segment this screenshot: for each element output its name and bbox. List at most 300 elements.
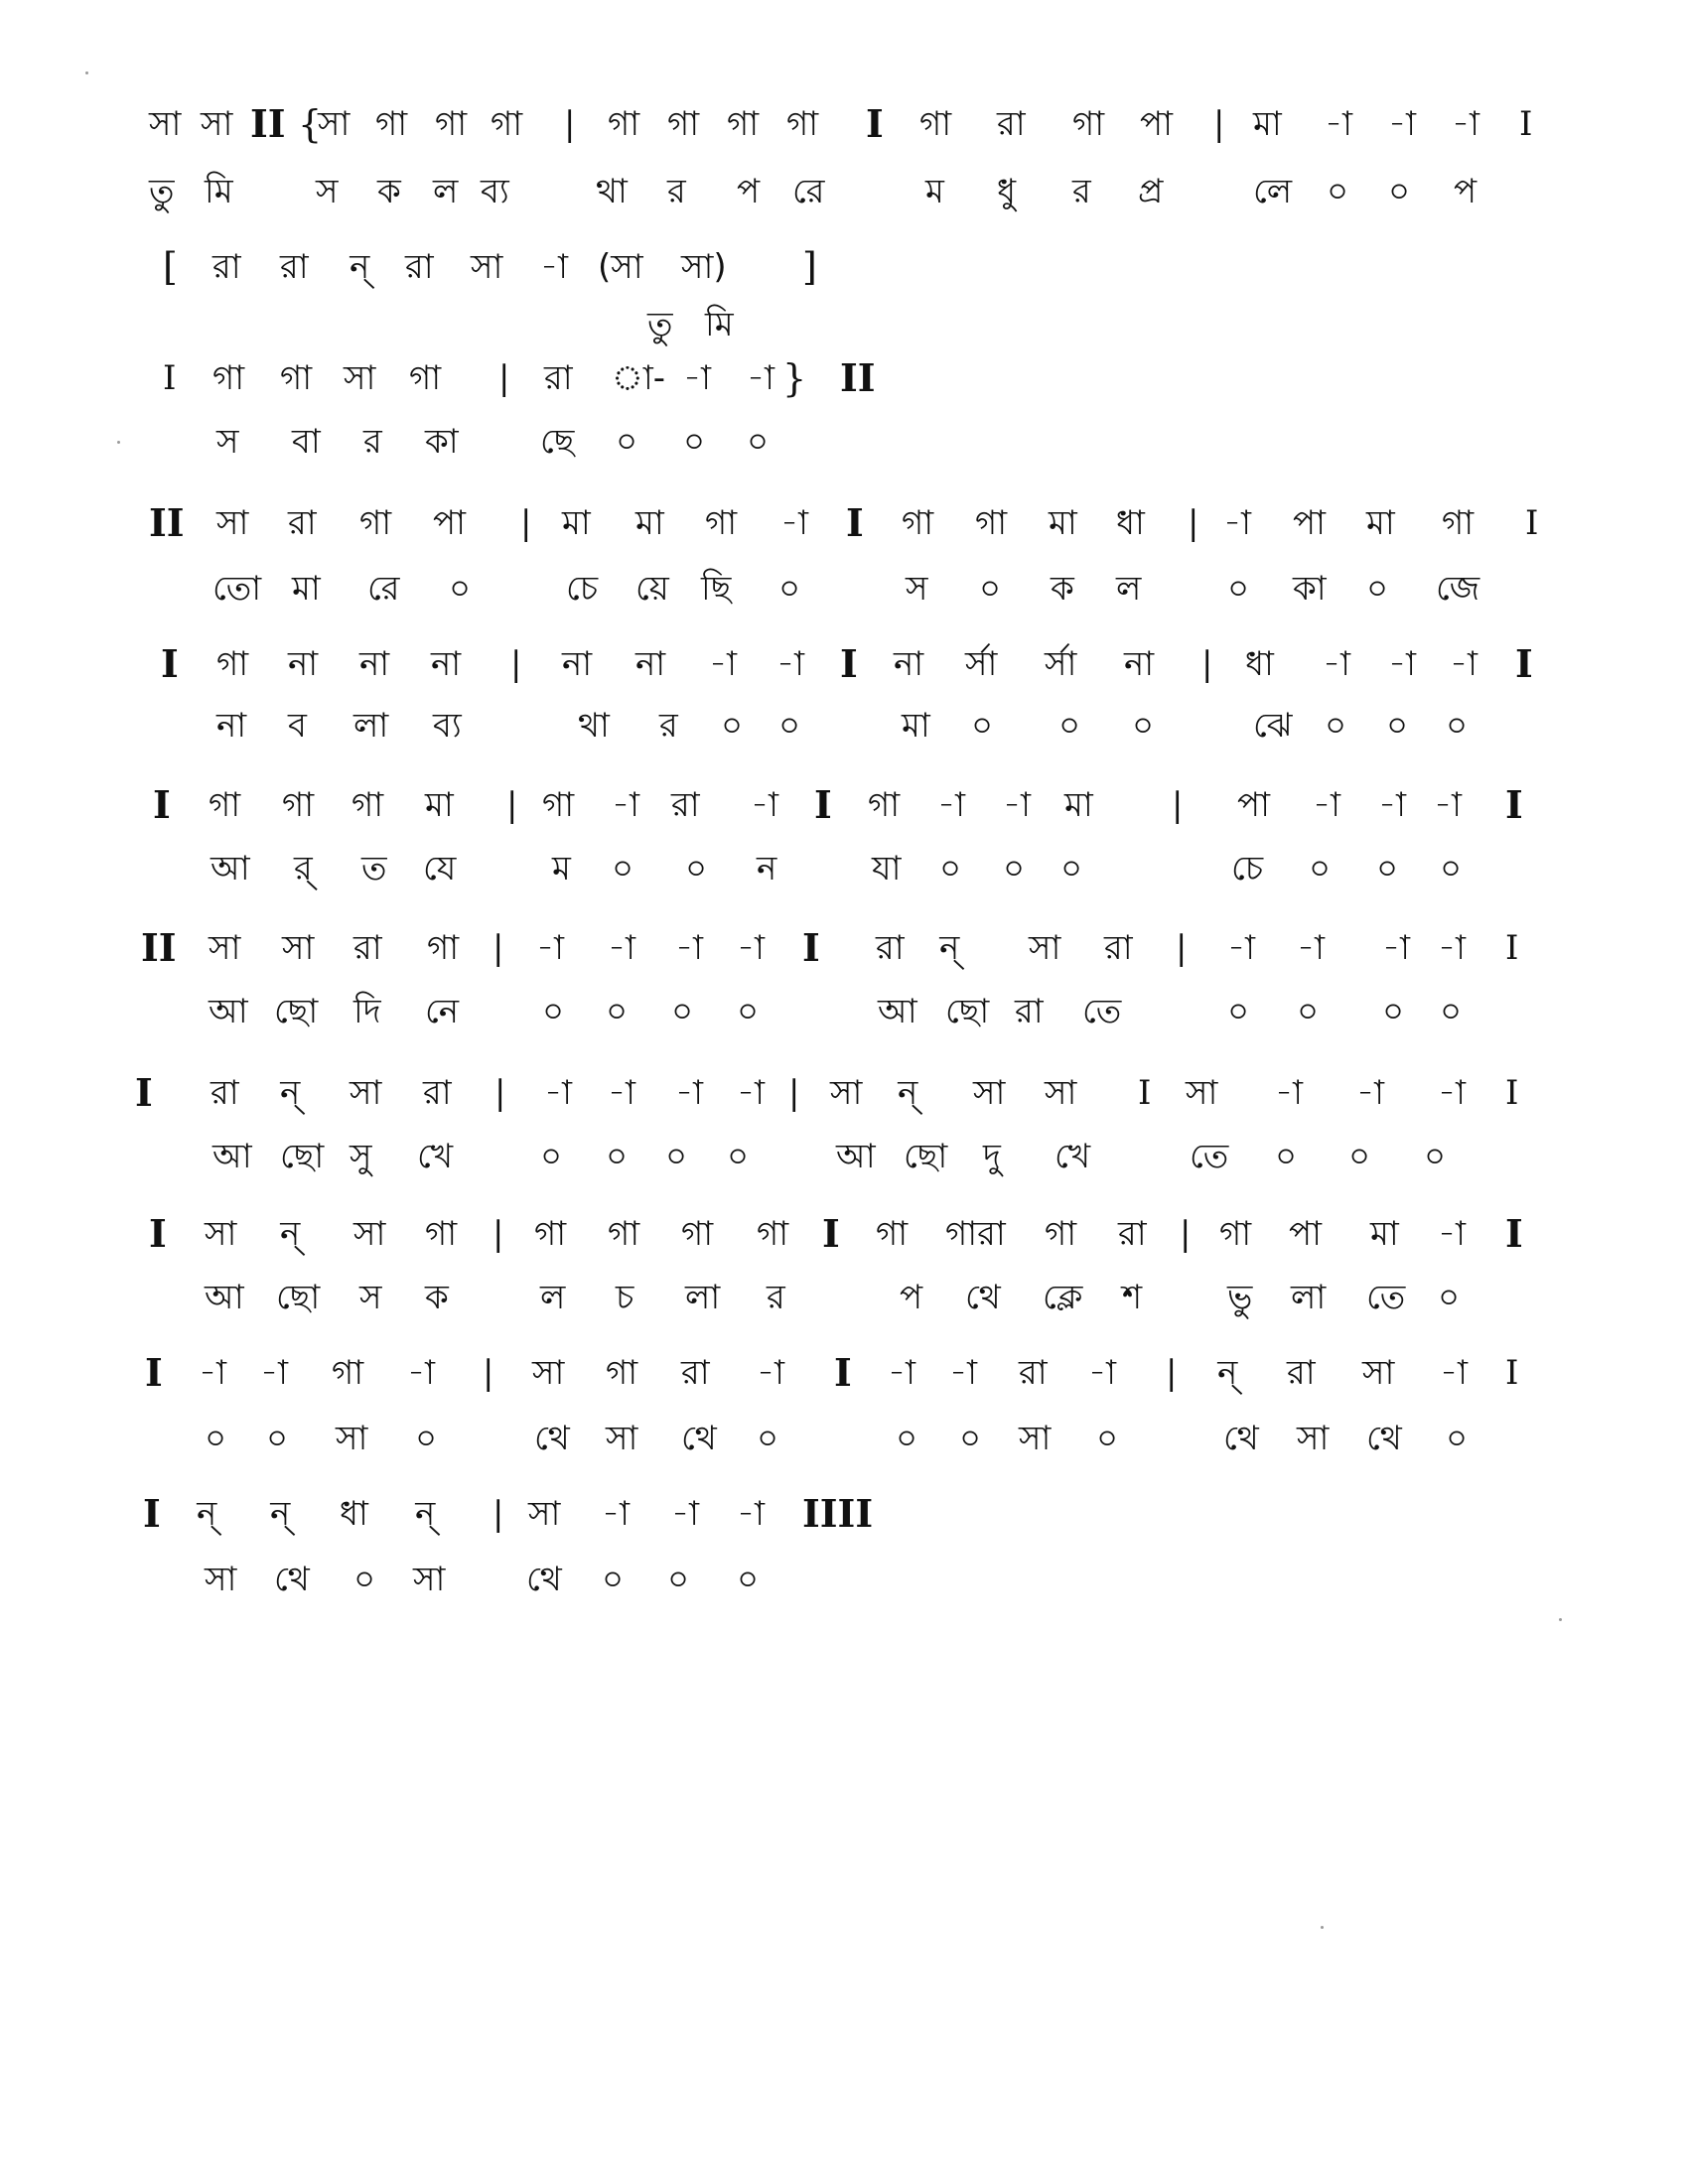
note: গা bbox=[352, 785, 384, 825]
note: -া bbox=[675, 928, 703, 968]
note: রা bbox=[211, 1073, 239, 1113]
syllable: মা bbox=[292, 569, 321, 609]
note: মা bbox=[1064, 785, 1093, 825]
syllable: মা bbox=[902, 706, 930, 746]
syllable: ০ bbox=[1227, 992, 1250, 1031]
note: রা bbox=[876, 928, 905, 968]
syllable: সা bbox=[413, 1560, 446, 1599]
syllable: ছে bbox=[540, 422, 575, 462]
measure-bar: I bbox=[802, 925, 820, 970]
note: গা bbox=[876, 1214, 909, 1254]
scan-speck bbox=[117, 441, 120, 444]
measure-bar: I bbox=[1505, 928, 1519, 968]
note: গা bbox=[282, 785, 315, 825]
note: -া bbox=[1227, 928, 1255, 968]
syllable: ০ bbox=[1327, 172, 1349, 211]
scan-speck bbox=[1559, 1618, 1562, 1621]
syllable: ছো bbox=[280, 1137, 325, 1176]
syllable: কা bbox=[1293, 569, 1327, 609]
note: রা bbox=[1287, 1353, 1316, 1393]
note: সা bbox=[344, 358, 376, 398]
note: -া bbox=[540, 247, 568, 287]
note: ন্ bbox=[350, 247, 370, 287]
syllable: ০ bbox=[896, 1419, 918, 1458]
note: গা bbox=[608, 104, 640, 144]
beat-bar: | bbox=[1172, 785, 1184, 825]
note: রা bbox=[405, 247, 434, 287]
note: না bbox=[1124, 644, 1155, 684]
beat-bar: | bbox=[1213, 104, 1225, 144]
measure-bar: I bbox=[814, 782, 832, 827]
note: গা bbox=[409, 358, 442, 398]
note: গা bbox=[727, 104, 760, 144]
beat-bar: | bbox=[494, 1073, 506, 1113]
note: সা bbox=[830, 1073, 863, 1113]
measure-bar: I bbox=[149, 1211, 167, 1256]
note: না bbox=[635, 644, 666, 684]
syllable: ০ bbox=[602, 1560, 625, 1599]
syllable: স bbox=[216, 422, 239, 462]
syllable: স bbox=[316, 172, 339, 211]
note: -া bbox=[1452, 104, 1479, 144]
note: রা bbox=[671, 785, 700, 825]
note: -া bbox=[1323, 644, 1350, 684]
syllable: থা bbox=[596, 172, 628, 211]
note: গা bbox=[868, 785, 901, 825]
note: গা bbox=[919, 104, 952, 144]
note: মা bbox=[562, 503, 591, 543]
note: -া bbox=[1088, 1353, 1116, 1393]
syllable: তু bbox=[149, 172, 175, 211]
note: সা bbox=[1186, 1073, 1218, 1113]
note: -া bbox=[751, 785, 778, 825]
note: গা bbox=[1045, 1214, 1077, 1254]
note: গা bbox=[1219, 1214, 1252, 1254]
syllable: আ bbox=[211, 849, 250, 888]
syllable: খে bbox=[417, 1137, 454, 1176]
note: গা bbox=[209, 785, 241, 825]
note: গা bbox=[667, 104, 700, 144]
syllable: মি bbox=[705, 305, 734, 344]
beat-bar: | bbox=[1176, 928, 1188, 968]
final-bar: IIII bbox=[802, 1491, 874, 1536]
syllable: রা bbox=[1015, 992, 1044, 1031]
note: -া bbox=[1275, 1073, 1303, 1113]
note: -া bbox=[747, 358, 774, 398]
note: ন্ bbox=[939, 928, 960, 968]
note: পা bbox=[433, 503, 466, 543]
syllable: ০ bbox=[205, 1419, 227, 1458]
syllable: য়ে bbox=[635, 569, 669, 609]
syllable: সা bbox=[1297, 1419, 1330, 1458]
syllable: ক bbox=[425, 1278, 449, 1317]
note: -া bbox=[536, 928, 564, 968]
syllable: ০ bbox=[449, 569, 472, 609]
note: রা bbox=[280, 247, 309, 287]
note: সা bbox=[282, 928, 315, 968]
note: সা) bbox=[681, 247, 727, 287]
syllable: ০ bbox=[1275, 1137, 1298, 1176]
note: সা bbox=[1045, 1073, 1077, 1113]
note: -া bbox=[544, 1073, 572, 1113]
note: গা bbox=[427, 928, 460, 968]
syllable: ০ bbox=[606, 992, 629, 1031]
note: সা bbox=[528, 1494, 561, 1534]
syllable: ০ bbox=[540, 1137, 563, 1176]
note: সা bbox=[201, 104, 233, 144]
note: -া bbox=[260, 1353, 288, 1393]
syllable: থে bbox=[965, 1278, 1001, 1317]
measure-bar: I bbox=[866, 101, 884, 146]
note: -া bbox=[1434, 785, 1462, 825]
syllable: ০ bbox=[1388, 172, 1411, 211]
note: গা bbox=[332, 1353, 364, 1393]
syllable: ম bbox=[925, 172, 944, 211]
syllable: ০ bbox=[1376, 849, 1399, 888]
syllable: ০ bbox=[415, 1419, 438, 1458]
syllable: ছো bbox=[945, 992, 990, 1031]
syllable: ত bbox=[361, 849, 387, 888]
syllable: থে bbox=[526, 1560, 562, 1599]
measure-bar: I bbox=[153, 782, 171, 827]
note: -া bbox=[949, 1353, 977, 1393]
note: সা bbox=[205, 1214, 237, 1254]
syllable: র bbox=[667, 172, 686, 211]
beat-bar: | bbox=[506, 785, 518, 825]
note: -া bbox=[612, 785, 639, 825]
measure-bar: I bbox=[1515, 641, 1533, 686]
syllable: আ bbox=[205, 1278, 244, 1317]
syllable: আ bbox=[212, 1137, 252, 1176]
note: -া bbox=[1223, 503, 1251, 543]
syllable: থে bbox=[534, 1419, 570, 1458]
beat-bar: | bbox=[492, 928, 504, 968]
note: সা bbox=[216, 503, 249, 543]
syllable: ০ bbox=[778, 706, 801, 746]
syllable: লা bbox=[1291, 1278, 1327, 1317]
syllable: ০ bbox=[1440, 992, 1463, 1031]
repeat-bar: II bbox=[141, 925, 177, 970]
bracket: ] bbox=[802, 245, 817, 289]
syllable: ছো bbox=[904, 1137, 948, 1176]
syllable: থে bbox=[1366, 1419, 1402, 1458]
note: না bbox=[288, 644, 319, 684]
note: গা bbox=[705, 503, 738, 543]
measure-bar: I bbox=[145, 1350, 163, 1395]
note: -া bbox=[737, 928, 765, 968]
brace: { bbox=[298, 102, 323, 146]
note: -া bbox=[1438, 928, 1466, 968]
syllable: ০ bbox=[1438, 1278, 1461, 1317]
measure-bar: I bbox=[143, 1491, 161, 1536]
beat-bar: | bbox=[492, 1494, 504, 1534]
note: সা bbox=[1029, 928, 1061, 968]
note: গা bbox=[1442, 503, 1475, 543]
note: রা bbox=[1118, 1214, 1147, 1254]
syllable: সু bbox=[350, 1137, 372, 1176]
note: মা bbox=[635, 503, 664, 543]
syllable: ০ bbox=[612, 849, 634, 888]
measure-bar: I bbox=[1505, 782, 1523, 827]
note: পা bbox=[1289, 1214, 1322, 1254]
note: রা bbox=[997, 104, 1026, 144]
note: গা bbox=[491, 104, 523, 144]
note: গা bbox=[435, 104, 468, 144]
note: রা bbox=[1019, 1353, 1048, 1393]
note: -া bbox=[1388, 644, 1416, 684]
syllable: ০ bbox=[1096, 1419, 1119, 1458]
syllable: ব্য bbox=[433, 706, 462, 746]
syllable: তু bbox=[647, 305, 673, 344]
syllable: চে bbox=[1231, 849, 1264, 888]
note: -া bbox=[1450, 644, 1477, 684]
syllable: লা bbox=[685, 1278, 721, 1317]
syllable: ০ bbox=[616, 422, 638, 462]
syllable: ব bbox=[288, 706, 307, 746]
syllable: স bbox=[359, 1278, 382, 1317]
syllable: ব্য bbox=[481, 172, 509, 211]
syllable: আ bbox=[209, 992, 248, 1031]
note: গা bbox=[542, 785, 575, 825]
note: -া bbox=[776, 644, 804, 684]
note: -া bbox=[407, 1353, 435, 1393]
syllable: ০ bbox=[727, 1137, 750, 1176]
note: -া bbox=[608, 928, 635, 968]
syllable: স bbox=[906, 569, 928, 609]
note: গা bbox=[608, 1214, 640, 1254]
beat-bar: | bbox=[564, 104, 576, 144]
note: মা bbox=[1366, 503, 1395, 543]
note: গা bbox=[757, 1214, 789, 1254]
note: মা bbox=[1049, 503, 1077, 543]
note: গা bbox=[902, 503, 934, 543]
note: গা bbox=[1072, 104, 1105, 144]
note: ন্ bbox=[280, 1073, 301, 1113]
note: রা bbox=[681, 1353, 710, 1393]
note: গা bbox=[212, 358, 245, 398]
syllable: থে bbox=[1223, 1419, 1259, 1458]
syllable: ছি bbox=[701, 569, 732, 609]
note: -া bbox=[602, 1494, 630, 1534]
syllable: সা bbox=[336, 1419, 368, 1458]
note: -া bbox=[888, 1353, 915, 1393]
note: -া bbox=[671, 1494, 699, 1534]
scan-speck bbox=[85, 71, 88, 74]
syllable: ০ bbox=[1386, 706, 1409, 746]
note: রা bbox=[1104, 928, 1133, 968]
beat-bar: | bbox=[510, 644, 522, 684]
syllable: বা bbox=[292, 422, 321, 462]
note: সা bbox=[318, 104, 351, 144]
note: -া bbox=[780, 503, 808, 543]
syllable: প bbox=[737, 172, 761, 211]
measure-bar: I bbox=[135, 1070, 153, 1115]
syllable: সা bbox=[1019, 1419, 1052, 1458]
note: ন্ bbox=[280, 1214, 301, 1254]
measure-bar: I bbox=[1525, 503, 1539, 543]
syllable: লা bbox=[353, 706, 389, 746]
note: গা bbox=[975, 503, 1008, 543]
measure-bar: I bbox=[822, 1211, 840, 1256]
syllable: রে bbox=[792, 172, 825, 211]
syllable: ০ bbox=[737, 1560, 760, 1599]
note: -া bbox=[1313, 785, 1340, 825]
note: গারা bbox=[945, 1214, 1006, 1254]
syllable: মি bbox=[205, 172, 233, 211]
note: ধা bbox=[1116, 503, 1145, 543]
syllable: ম bbox=[552, 849, 571, 888]
note: পা bbox=[1293, 503, 1326, 543]
beat-bar: | bbox=[1180, 1214, 1192, 1254]
note: সা bbox=[209, 928, 241, 968]
syllable: সা bbox=[606, 1419, 638, 1458]
measure-bar: I bbox=[1505, 1211, 1523, 1256]
note: না bbox=[562, 644, 593, 684]
syllable: ০ bbox=[353, 1560, 376, 1599]
note: সা bbox=[532, 1353, 565, 1393]
scan-speck bbox=[1321, 1926, 1324, 1929]
syllable: র bbox=[659, 706, 678, 746]
syllable: ০ bbox=[939, 849, 962, 888]
note: রা bbox=[353, 928, 382, 968]
note: -া bbox=[1378, 785, 1406, 825]
syllable: আ bbox=[836, 1137, 876, 1176]
repeat-bar: II bbox=[250, 101, 286, 146]
beat-bar: | bbox=[1201, 644, 1213, 684]
beat-bar: | bbox=[788, 1073, 800, 1113]
note: -া bbox=[675, 1073, 703, 1113]
note: গা bbox=[280, 358, 313, 398]
note: মা bbox=[1253, 104, 1282, 144]
note: গা bbox=[216, 644, 249, 684]
note: পা bbox=[1140, 104, 1173, 144]
syllable: ন bbox=[757, 849, 777, 888]
note: রা bbox=[212, 247, 241, 287]
note: সা bbox=[973, 1073, 1006, 1113]
syllable: তে bbox=[1190, 1137, 1229, 1176]
syllable: ০ bbox=[1440, 849, 1463, 888]
syllable: নে bbox=[425, 992, 460, 1031]
syllable: প bbox=[1454, 172, 1477, 211]
syllable: কা bbox=[425, 422, 459, 462]
syllable: প bbox=[900, 1278, 923, 1317]
syllable: ০ bbox=[959, 1419, 982, 1458]
syllable: না bbox=[216, 706, 247, 746]
note: -া bbox=[757, 1353, 784, 1393]
note: -া bbox=[1438, 1214, 1466, 1254]
beat-bar: | bbox=[498, 358, 510, 398]
note: সা bbox=[353, 1214, 386, 1254]
syllable: ০ bbox=[737, 992, 760, 1031]
note: -া bbox=[737, 1073, 765, 1113]
syllable: শ bbox=[1122, 1278, 1143, 1317]
note: -া bbox=[737, 1494, 765, 1534]
note: গা bbox=[606, 1353, 638, 1393]
syllable: থে bbox=[274, 1560, 310, 1599]
syllable: দি bbox=[353, 992, 381, 1031]
note: -া bbox=[1382, 928, 1410, 968]
beat-bar: | bbox=[1166, 1353, 1178, 1393]
syllable: ধু bbox=[997, 172, 1017, 211]
note: না bbox=[894, 644, 924, 684]
beat-bar: | bbox=[520, 503, 532, 543]
syllable: ছো bbox=[276, 1278, 321, 1317]
note: রা bbox=[423, 1073, 452, 1113]
syllable: ছো bbox=[274, 992, 319, 1031]
syllable: তো bbox=[212, 569, 262, 609]
syllable: ০ bbox=[1382, 992, 1405, 1031]
note: গা bbox=[359, 503, 392, 543]
note: (সা bbox=[598, 247, 643, 287]
measure-bar: I bbox=[163, 358, 177, 398]
syllable: লে bbox=[1253, 172, 1293, 211]
syllable: র্ bbox=[294, 849, 313, 888]
syllable: ঝে bbox=[1253, 706, 1293, 746]
measure-bar: I bbox=[1138, 1073, 1152, 1113]
syllable: ০ bbox=[1309, 849, 1332, 888]
note: গা bbox=[681, 1214, 714, 1254]
note: -া bbox=[937, 785, 965, 825]
syllable: ০ bbox=[1424, 1137, 1447, 1176]
note: া- bbox=[612, 358, 665, 398]
measure-bar: I bbox=[834, 1350, 852, 1395]
syllable: ০ bbox=[1325, 706, 1347, 746]
syllable: ০ bbox=[747, 422, 770, 462]
syllable: ০ bbox=[266, 1419, 289, 1458]
note: গা bbox=[375, 104, 408, 144]
note: -া bbox=[1356, 1073, 1384, 1113]
note: -া bbox=[608, 1073, 635, 1113]
syllable: ০ bbox=[1446, 1419, 1469, 1458]
measure-bar: I bbox=[846, 500, 864, 545]
syllable: তে bbox=[1082, 992, 1122, 1031]
note: -া bbox=[199, 1353, 226, 1393]
syllable: ০ bbox=[685, 849, 708, 888]
syllable: ০ bbox=[1446, 706, 1469, 746]
syllable: চ bbox=[616, 1278, 634, 1317]
syllable: ০ bbox=[1003, 849, 1026, 888]
note: গা bbox=[534, 1214, 567, 1254]
note: ন্ bbox=[197, 1494, 217, 1534]
note: র্সা bbox=[1045, 644, 1077, 684]
note: র্সা bbox=[965, 644, 998, 684]
note: গা bbox=[425, 1214, 458, 1254]
measure-bar: I bbox=[1505, 1073, 1519, 1113]
syllable: তে bbox=[1366, 1278, 1406, 1317]
syllable: ল bbox=[1116, 569, 1142, 609]
syllable: ০ bbox=[606, 1137, 629, 1176]
syllable: ক্লে bbox=[1043, 1278, 1083, 1317]
note: ধা bbox=[340, 1494, 368, 1534]
beat-bar: | bbox=[492, 1214, 504, 1254]
note: না bbox=[431, 644, 462, 684]
syllable: ল bbox=[540, 1278, 566, 1317]
syllable: ক bbox=[1051, 569, 1074, 609]
note: সা bbox=[149, 104, 182, 144]
syllable: ০ bbox=[1348, 1137, 1371, 1176]
syllable: থে bbox=[681, 1419, 717, 1458]
syllable: চে bbox=[566, 569, 599, 609]
note: -া bbox=[1297, 928, 1325, 968]
note: সা bbox=[471, 247, 503, 287]
repeat-bar: II bbox=[840, 355, 876, 400]
note: পা bbox=[1237, 785, 1270, 825]
note: -া bbox=[1438, 1073, 1466, 1113]
syllable: র bbox=[767, 1278, 785, 1317]
note: -া bbox=[1003, 785, 1031, 825]
syllable: সা bbox=[205, 1560, 237, 1599]
syllable: ক bbox=[377, 172, 401, 211]
